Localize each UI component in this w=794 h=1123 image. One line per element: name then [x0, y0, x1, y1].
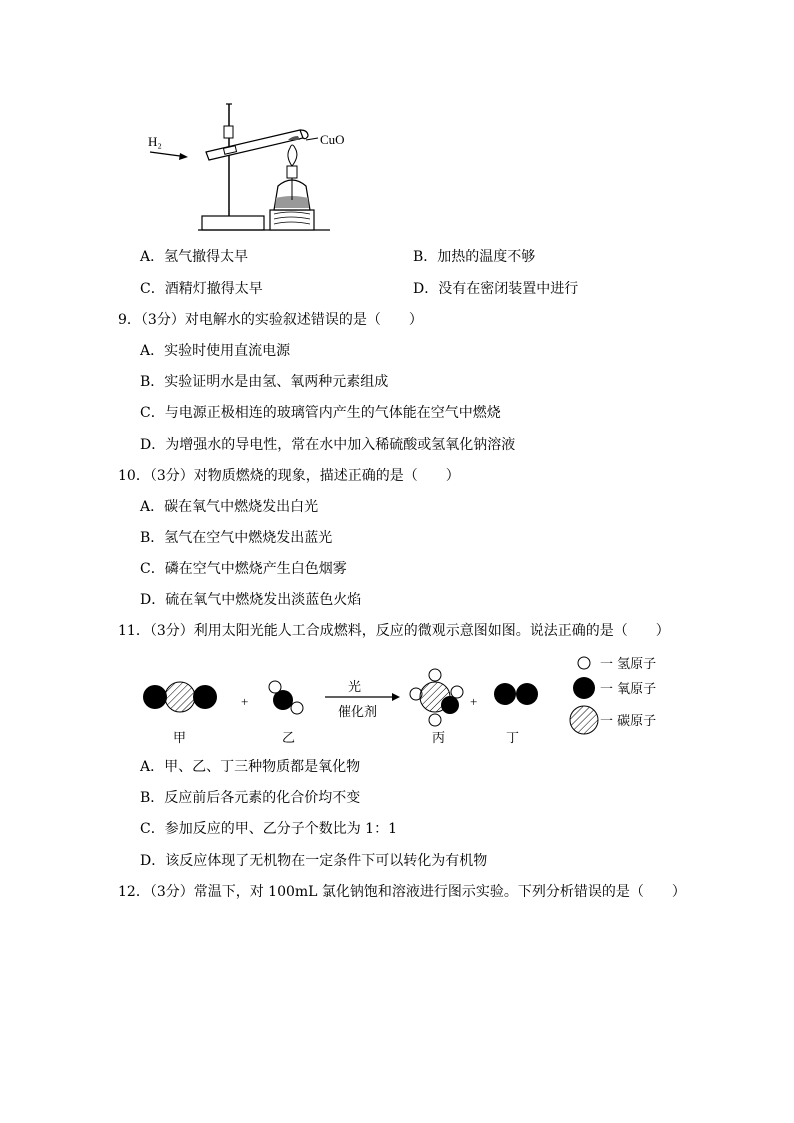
condition-catalyst: 催化剂 — [338, 705, 378, 720]
q12-stem: 12．（3分）常温下，对 100mL 氯化钠饱和溶液进行图示实验。下列分析错误的是（ ） — [118, 884, 686, 900]
legend-hatched-circle — [570, 706, 598, 734]
solid-label: CuO — [320, 132, 345, 147]
legend-carbon: 一 碳原子 — [600, 714, 657, 729]
q9-option-d[interactable]: D．为增强水的导电性，常在水中加入稀硫酸或氢氧化钠溶液 — [140, 437, 516, 453]
legend-open-circle — [578, 657, 590, 669]
q9-option-a[interactable]: A．实验时使用直流电源 — [140, 343, 291, 359]
q10-option-a[interactable]: A．碳在氧气中燃烧发出白光 — [140, 499, 319, 515]
q11-option-c[interactable]: C．参加反应的甲、乙分子个数比为 1：1 — [140, 821, 397, 837]
reaction-micro-diagram — [130, 650, 690, 750]
label-yi: 乙 — [282, 731, 296, 746]
label-bing: 丙 — [432, 731, 446, 746]
hydrogen-reduction-apparatus-figure — [140, 100, 370, 235]
q8-option-c[interactable]: C．酒精灯撤得太早 — [140, 281, 263, 297]
q8-option-d[interactable]: D．没有在密闭装置中进行 — [413, 281, 579, 297]
q9-option-b[interactable]: B．实验证明水是由氢、氧两种元素组成 — [140, 374, 389, 390]
gas-label: H₂ — [148, 134, 162, 149]
q10-option-d[interactable]: D．硫在氧气中燃烧发出淡蓝色火焰 — [140, 592, 362, 608]
q8-option-b[interactable]: B．加热的温度不够 — [413, 249, 536, 265]
label-jia: 甲 — [173, 731, 187, 746]
molecule-yi — [269, 681, 303, 714]
q11-option-d[interactable]: D．该反应体现了无机物在一定条件下可以转化为有机物 — [140, 853, 488, 869]
legend-hydrogen: 一 氢原子 — [600, 657, 657, 672]
q10-stem: 10．（3分）对物质燃烧的现象，描述正确的是（ ） — [118, 468, 460, 484]
q11-option-a[interactable]: A．甲、乙、丁三种物质都是氧化物 — [140, 759, 361, 775]
q9-stem: 9．（3分）对电解水的实验叙述错误的是（ ） — [118, 312, 423, 328]
q10-option-c[interactable]: C．磷在空气中燃烧产生白色烟雾 — [140, 561, 347, 577]
label-ding: 丁 — [506, 731, 520, 746]
q8-option-a[interactable]: A．氢气撤得太早 — [140, 249, 249, 265]
molecule-bing — [410, 669, 463, 726]
plus-sign-1: + — [241, 694, 249, 709]
molecule-jia — [143, 682, 217, 712]
q11-stem: 11．（3分）利用太阳光能人工合成燃料，反应的微观示意图如图。说法正确的是（ ） — [118, 623, 670, 639]
plus-sign-2: + — [470, 694, 478, 709]
q11-option-b[interactable]: B．反应前后各元素的化合价均不变 — [140, 790, 361, 806]
legend-filled-circle — [573, 677, 595, 699]
condition-light: 光 — [348, 680, 362, 695]
q9-option-c[interactable]: C．与电源正极相连的玻璃管内产生的气体能在空气中燃烧 — [140, 405, 501, 421]
diagram-legend — [570, 657, 656, 734]
legend-oxygen: 一 氧原子 — [600, 682, 657, 697]
q10-option-b[interactable]: B．氢气在空气中燃烧发出蓝光 — [140, 530, 333, 546]
molecule-ding — [494, 683, 538, 705]
